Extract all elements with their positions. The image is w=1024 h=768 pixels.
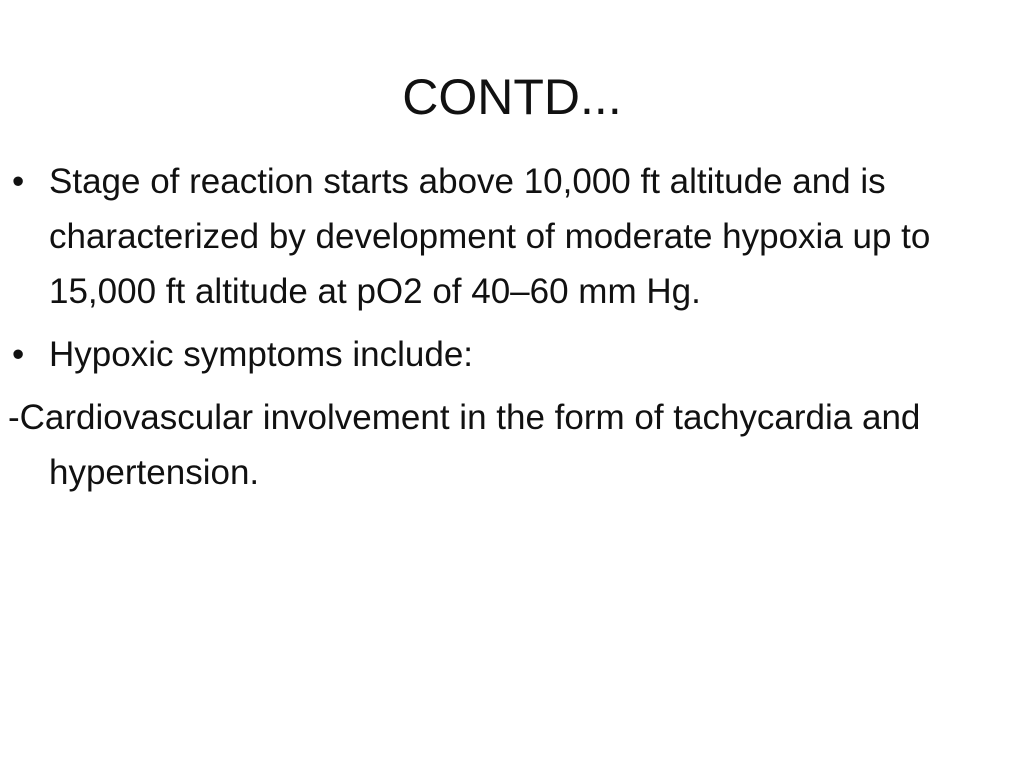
bullet-item <box>0 327 1010 382</box>
bullet-text: Stage of reaction starts above 10,000 ft altitude and is characterized by development of moderate hypoxia up to 15,000 ft altitude at pO2 of 40–60 mm Hg. <box>49 162 931 311</box>
slide-body <box>0 154 1010 500</box>
bullet-item <box>0 154 1010 319</box>
bullet-text: Hypoxic symptoms include: <box>49 335 474 374</box>
sub-item: -Cardiovascular involvement in the form of tachycardia and hypertension. <box>8 398 921 492</box>
bullet-dot-icon: • <box>12 335 25 374</box>
bullet-dot-icon: • <box>12 162 25 201</box>
slide-title: CONTD... <box>402 69 622 125</box>
